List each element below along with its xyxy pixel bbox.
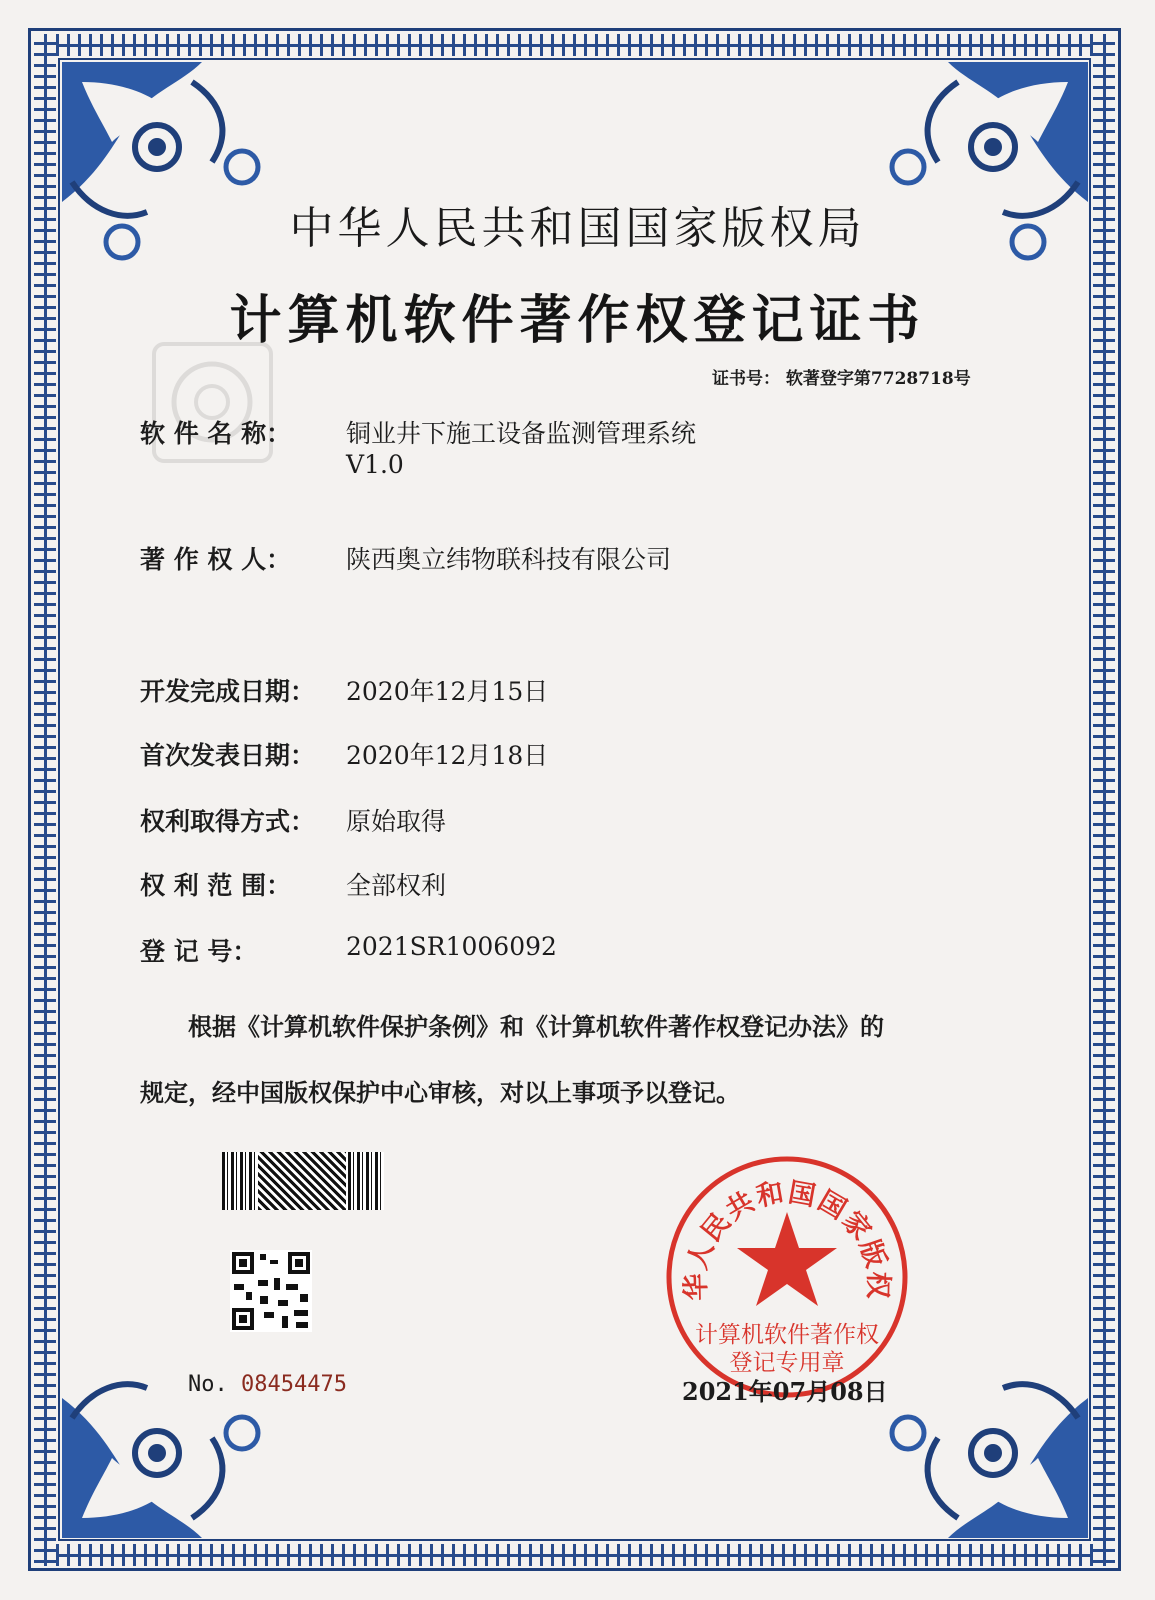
serial-prefix: No. — [188, 1372, 228, 1397]
field-label: 登 记 号： — [140, 937, 258, 966]
field-label: 首次发表日期： — [140, 741, 316, 770]
field-copyright-owner — [140, 540, 671, 576]
corner-ornament-bottom-left — [62, 1318, 282, 1538]
field-registration-number — [140, 932, 557, 968]
qr-code — [230, 1250, 312, 1332]
seal-line-2: 登记专用章 — [729, 1350, 845, 1376]
field-publish-date — [140, 736, 548, 772]
meander-border-left — [34, 34, 56, 1566]
rights-acquisition-value: 原始取得 — [346, 807, 447, 836]
statement-line-1: 根据《计算机软件保护条例》和《计算机软件著作权登记办法》的 — [188, 1012, 884, 1041]
field-software-name — [140, 414, 696, 479]
meander-border-top — [34, 34, 1115, 56]
field-completion-date — [140, 672, 548, 708]
serial-number-value: 08454475 — [241, 1372, 347, 1397]
field-rights-scope — [140, 866, 446, 902]
field-label: 著 作 权 人： — [140, 545, 292, 574]
field-label: 开发完成日期： — [140, 677, 316, 706]
official-seal — [662, 1152, 912, 1402]
barcode — [222, 1152, 384, 1210]
meander-border-bottom — [34, 1544, 1115, 1566]
field-label: 权利取得方式： — [140, 807, 316, 836]
seal-line-1: 计算机软件著作权 — [695, 1322, 879, 1348]
registration-number-value: 2021SR1006092 — [346, 932, 557, 961]
copyright-owner-value: 陕西奥立纬物联科技有限公司 — [346, 545, 672, 574]
field-rights-acquisition — [140, 802, 446, 838]
completion-date-value: 2020年12月15日 — [346, 677, 549, 706]
software-version-value: V1.0 — [346, 450, 404, 479]
certificate-number: 证书号： 软著登字第7728718号 — [712, 369, 971, 389]
issue-date: 2021年07月08日 — [682, 1377, 888, 1406]
certificate-title: 计算机软件著作权登记证书 — [229, 290, 926, 351]
seal-star-icon — [737, 1212, 837, 1306]
barcode-pattern — [258, 1152, 346, 1210]
field-label: 权 利 范 围： — [140, 871, 292, 900]
rights-scope-value: 全部权利 — [346, 871, 447, 900]
statement-line-2: 规定，经中国版权保护中心审核，对以上事项予以登记。 — [140, 1078, 740, 1107]
serial-number — [188, 1372, 347, 1397]
field-label: 软 件 名 称： — [140, 419, 292, 448]
meander-border-right — [1093, 34, 1115, 1566]
issuer-title: 中华人民共和国国家版权局 — [289, 203, 866, 254]
software-name-value: 铜业井下施工设备监测管理系统 — [346, 419, 697, 448]
seal-ring-text: 华人民共和国国家版权 — [680, 1177, 894, 1301]
publish-date-value: 2020年12月18日 — [346, 741, 549, 770]
